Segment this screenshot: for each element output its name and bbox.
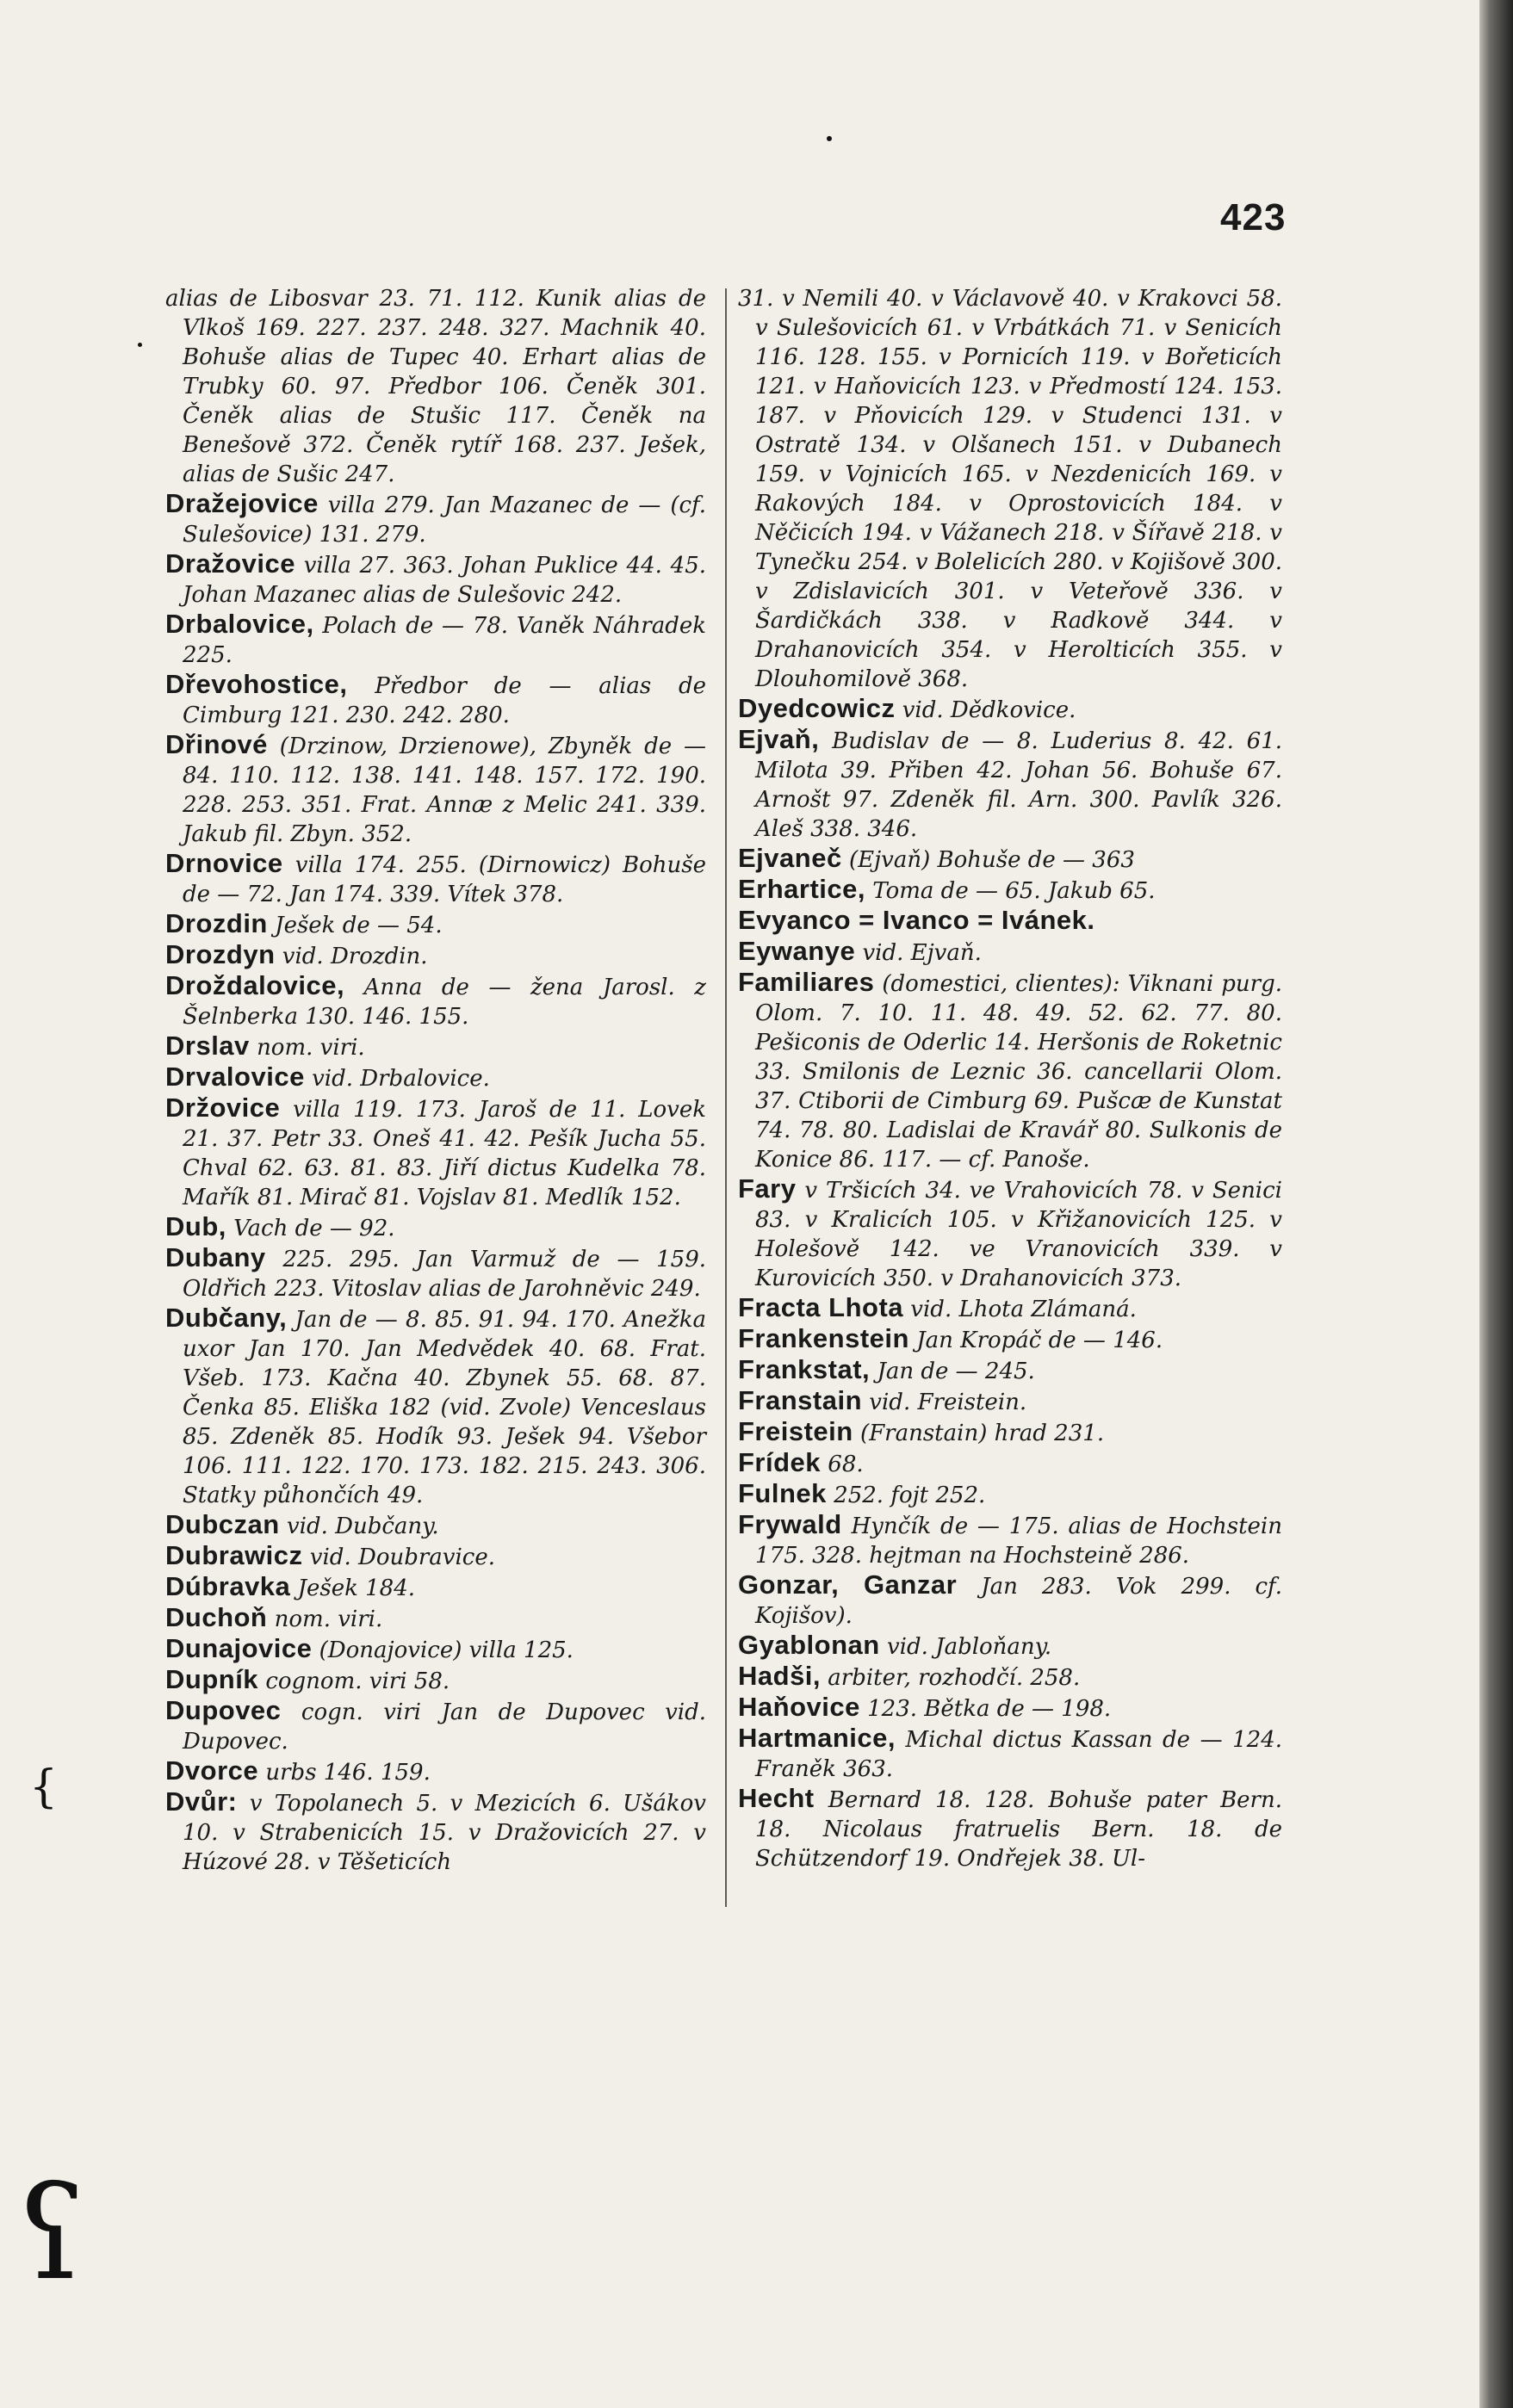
entry-headword: Dyedcowicz: [738, 693, 896, 723]
page-number: 423: [1220, 196, 1287, 238]
entry-headword: Franstain: [738, 1385, 863, 1415]
index-entry: [165, 1243, 706, 1303]
entry-headword: Dunajovice: [165, 1633, 313, 1663]
entry-text: vid. Jabloňany.: [886, 1634, 1052, 1660]
index-entry: [738, 1631, 1282, 1662]
entry-text: villa 119. 173. Jaroš de 11. Lovek 21. 37. Petr 33. Oneš 41. 42. Pešík Jucha 55. Chval 62. 63. 81. 83. Jiří dictus Kudelka 78. Mařík 81. Mirač 81. Vojslav 81. Medlík 152.: [183, 1097, 707, 1210]
entry-text: (Franstain) hrad 231.: [859, 1421, 1105, 1446]
entry-text: vid. Drozdin.: [282, 944, 428, 969]
index-entry: [738, 906, 1282, 937]
entry-headword: Hartmanice,: [738, 1723, 896, 1753]
entry-text: (Drzinow, Drzienowe), Zbyněk de — 84. 110. 112. 138. 141. 148. 157. 172. 190. 228. 253. 351. Frat. Annæ z Melic 241. 339. Jakub fil. Zbyn. 352.: [183, 734, 706, 847]
entry-headword: Drslav: [165, 1031, 250, 1061]
index-entry: [165, 1062, 706, 1093]
entry-headword: Drozdin: [165, 908, 268, 938]
entry-headword: Drnovice: [165, 848, 283, 878]
index-entry: [738, 1724, 1282, 1784]
index-entry: [165, 730, 706, 849]
index-entry: [165, 610, 706, 670]
entry-text: v Tršicích 34. ve Vrahovicích 78. v Senici 83. v Kralicích 105. v Křižanovicích 125. v Holešově 142. ve Vranovicích 339. v Kurovicích 350. v Drahanovicích 373.: [755, 1178, 1283, 1291]
entry-text: vid. Dědkovice.: [902, 697, 1076, 723]
entry-headword: Drozdyn: [165, 939, 276, 969]
entry-headword: Dupník: [165, 1664, 259, 1694]
entry-headword: Dubczan: [165, 1509, 280, 1539]
entry-headword: Ejvaň,: [738, 724, 820, 754]
entry-text: nom. viri.: [257, 1035, 365, 1061]
entry-headword: Evyanco = Ivanco = Ivánek.: [738, 905, 1095, 935]
entry-text: Vach de — 92.: [233, 1216, 395, 1241]
entry-text: vid. Dubčany.: [286, 1514, 439, 1539]
index-entry: [738, 1386, 1282, 1417]
entry-headword: Fracta Lhota: [738, 1292, 904, 1322]
entry-headword: Dřinové: [165, 729, 268, 759]
entry-text: Michal dictus Kassan de — 124. Franěk 363.: [755, 1727, 1283, 1782]
margin-curl-mark: ʕ: [17, 2159, 87, 2309]
index-entry: [738, 1693, 1282, 1724]
entry-headword: Freistein: [738, 1416, 853, 1446]
entry-headword: Drvalovice: [165, 1062, 305, 1092]
index-entry: [738, 968, 1282, 1174]
index-entry: [738, 1479, 1282, 1510]
index-entry: [738, 1510, 1282, 1570]
entry-headword: Držovice: [165, 1093, 281, 1123]
entry-headword: Dvorce: [165, 1755, 259, 1786]
index-entry: [165, 1212, 706, 1243]
entry-text: 252. fojt 252.: [834, 1483, 986, 1508]
index-entry-continuation: [165, 284, 706, 489]
index-entry: [165, 940, 706, 971]
entry-text: 68.: [828, 1452, 864, 1477]
index-entry: [738, 875, 1282, 906]
entry-headword: Frankstat,: [738, 1354, 871, 1384]
entry-text: Předbor de — alias de Cimburg 121. 230. 242. 280.: [183, 673, 707, 728]
entry-headword: Frankenstein: [738, 1323, 909, 1353]
entry-text: v Topolanech 5. v Mezicích 6. Ušákov 10. v Strabenicích 15. v Dražovicích 27. v Húzové 28. v Těšeticích: [183, 1791, 706, 1875]
entry-text: urbs 146. 159.: [265, 1760, 431, 1786]
index-entry: [165, 1756, 706, 1787]
index-entry: [165, 1303, 706, 1510]
entry-text: villa 27. 363. Johan Puklice 44. 45. Johan Mazanec alias de Sulešovic 242.: [183, 553, 706, 608]
index-entry: [738, 1324, 1282, 1355]
entry-text: Ješek de — 54.: [275, 913, 443, 938]
entry-text: Toma de — 65. Jakub 65.: [872, 878, 1156, 904]
index-entry: [165, 971, 706, 1031]
entry-headword: Fary: [738, 1173, 797, 1204]
entry-text: Jan de — 245.: [877, 1359, 1035, 1384]
index-entry: [165, 1603, 706, 1634]
index-entry: [165, 1031, 706, 1062]
entry-text: vid. Drbalovice.: [312, 1066, 490, 1092]
index-entry: [165, 670, 706, 730]
entry-text: Jan 283. Vok 299. cf. Kojišov).: [755, 1574, 1282, 1629]
index-entry: [165, 1634, 706, 1665]
entry-headword: Dubrawicz: [165, 1540, 303, 1570]
index-entry: [165, 1093, 706, 1212]
entry-text: Anna de — žena Jarosl. z Šelnberka 130. 146. 155.: [183, 975, 706, 1030]
entry-headword: Droždalovice,: [165, 970, 345, 1000]
entry-headword: Duchoň: [165, 1602, 268, 1632]
index-entry: [165, 489, 706, 549]
entry-text: villa 174. 255. (Dirnowicz) Bohuše de — 72. Jan 174. 339. Vítek 378.: [183, 852, 707, 907]
entry-text: 31. v Nemili 40. v Václavově 40. v Krakovci 58. v Sulešovicích 61. v Vrbátkách 71. v Senicích 116. 128. 155. v Pornicích 119. v Bořeticích 121. v Haňovicích 123. v Předmostí 124. 153. 187. v Pňovicích 129. v Studenci 131. v Ostratě 134. v Olšanech 151. v Dubanech 159. v Vojnicích 165. v Nezdenicích 169. v Rakových 184. v Oprostovicích 184. v Něčicích 194. v Vážanech 218. v Šířavě 218. v Tynečku 254. v Bolelicích 280. v Kojišově 300. v Zdislavicích 301. v Veteřově 336. v Šardičkách 338. v Radkově 344. v Drahanovicích 354. v Herolticích 355. v Dlouhomilově 368.: [738, 286, 1282, 692]
entry-text: vid. Lhota Zlámaná.: [910, 1297, 1137, 1322]
entry-headword: Dražovice: [165, 548, 295, 579]
entry-headword: Gonzar, Ganzar: [738, 1569, 958, 1600]
entry-text: Budislav de — 8. Luderius 8. 42. 61. Milota 39. Přiben 42. Johan 56. Bohuše 67. Arnošt 97. Zdeněk fil. Arn. 300. Pavlík 326. Aleš 338. 346.: [755, 728, 1282, 842]
index-entry: [738, 694, 1282, 725]
column-divider: [725, 288, 727, 1907]
entry-text: (Donajovice) villa 125.: [319, 1637, 574, 1663]
entry-headword: Drbalovice,: [165, 609, 314, 639]
entry-headword: Ejvaneč: [738, 843, 842, 873]
index-entry: [738, 1293, 1282, 1324]
entry-text: Hynčík de — 175. alias de Hochstein 175. 328. hejtman na Hochsteině 286.: [755, 1514, 1282, 1569]
index-entry-continuation: [738, 284, 1282, 694]
index-entry: [738, 1174, 1282, 1293]
index-entry: [738, 1448, 1282, 1479]
entry-headword: Dražejovice: [165, 488, 319, 518]
entry-headword: Hadši,: [738, 1661, 822, 1691]
index-entry: [165, 1696, 706, 1756]
ink-speck: [138, 343, 142, 347]
entry-text: cognom. viri 58.: [265, 1668, 450, 1694]
entry-text: Polach de — 78. Vaněk Náhradek 225.: [183, 613, 706, 668]
index-entry: [165, 1787, 706, 1877]
entry-text: Jan de — 8. 85. 91. 94. 170. Anežka uxor Jan 170. Jan Medvědek 40. 68. Frat. Všeb. 173. Kačna 40. Zbynek 55. 68. 87. Čenka 85. Eliška 182 (vid. Zvole) Venceslaus 85. Zdeněk 85. Hodík 93. Ješek 94. Všebor 106. 111. 122. 170. 173. 182. 215. 243. 306. Statky půhončích 49.: [183, 1307, 707, 1508]
entry-headword: Erhartice,: [738, 874, 866, 904]
index-entry: [165, 1510, 706, 1541]
entry-headword: Gyablonan: [738, 1630, 880, 1660]
entry-text: Ješek 184.: [297, 1575, 416, 1601]
page-edge-shadow: [1479, 0, 1513, 2408]
entry-headword: Haňovice: [738, 1692, 860, 1722]
entry-headword: Dubčany,: [165, 1303, 288, 1333]
entry-headword: Hecht: [738, 1783, 815, 1813]
left-column: [165, 284, 706, 1877]
entry-headword: Familiares: [738, 967, 875, 997]
entry-text: vid. Doubravice.: [309, 1544, 496, 1570]
entry-text: vid. Freistein.: [869, 1390, 1027, 1415]
entry-headword: Frywald: [738, 1509, 842, 1539]
entry-text: Bernard 18. 128. Bohuše pater Bern. 18. Nicolaus fratruelis Bern. 18. de Schützendorf 19. Ondřejek 38. Ul-: [755, 1787, 1282, 1872]
index-entry: [738, 1784, 1282, 1873]
index-entry: [165, 1665, 706, 1696]
entry-headword: Fulnek: [738, 1478, 827, 1508]
index-entry: [165, 1541, 706, 1572]
index-entry: [738, 1355, 1282, 1386]
margin-brace-mark: {: [29, 1761, 59, 1813]
entry-text: nom. viri.: [274, 1606, 383, 1632]
index-entry: [738, 937, 1282, 968]
right-column: [738, 284, 1282, 1873]
index-entry: [165, 909, 706, 940]
entry-text: 225. 295. Jan Varmuž de — 159. Oldřich 223. Vitoslav alias de Jarohněvic 249.: [183, 1247, 706, 1302]
index-entry: [165, 849, 706, 909]
entry-headword: Dupovec: [165, 1695, 282, 1725]
entry-text: (domestici, clientes): Viknani purg. Olom. 7. 10. 11. 48. 49. 52. 62. 77. 80. Pešiconis de Oderlic 14. Heršonis de Roketnic 33. Smilonis de Leznic 36. cancellarii Olom. 37. Ctiborii de Cimburg 69. Pušcæ de Kunstat 74. 78. 80. Ladislai de Kravář 80. Sulkonis de Konice 86. 117. — cf. Panoše.: [755, 971, 1282, 1173]
entry-headword: Dubany: [165, 1242, 266, 1272]
index-entry: [738, 1417, 1282, 1448]
entry-text: arbiter, rozhodčí. 258.: [828, 1665, 1081, 1691]
index-entry: [738, 1662, 1282, 1693]
entry-headword: Dvůr:: [165, 1786, 238, 1817]
ink-speck: [827, 136, 832, 141]
entry-text: 123. Bětka de — 198.: [867, 1696, 1112, 1722]
index-entry: [165, 1572, 706, 1603]
index-entry: [738, 844, 1282, 875]
entry-headword: Frídek: [738, 1447, 822, 1477]
entry-text: cogn. viri Jan de Dupovec vid. Dupovec.: [183, 1699, 707, 1755]
entry-text: (Ejvaň) Bohuše de — 363: [848, 847, 1135, 873]
entry-headword: Eywanye: [738, 936, 856, 966]
entry-headword: Dub,: [165, 1211, 226, 1241]
entry-headword: Dúbravka: [165, 1571, 291, 1601]
entry-text: villa 279. Jan Mazanec de — (cf. Sulešovice) 131. 279.: [183, 492, 706, 548]
entry-text: Jan Kropáč de — 146.: [916, 1328, 1163, 1353]
entry-text: vid. Ejvaň.: [862, 940, 982, 966]
entry-text: alias de Libosvar 23. 71. 112. Kunik alias de Vlkoš 169. 227. 237. 248. 327. Machnik 40. Bohuše alias de Tupec 40. Erhart alias de Trubky 60. 97. Předbor 106. Čeněk 301. Čeněk alias de Stušic 117. Čeněk na Benešově 372. Čeněk rytíř 168. 237. Ješek, alias de Sušic 247.: [165, 286, 706, 487]
entry-headword: Dřevohostice,: [165, 669, 348, 699]
index-entry: [738, 725, 1282, 844]
index-entry: [738, 1570, 1282, 1631]
index-entry: [165, 549, 706, 610]
